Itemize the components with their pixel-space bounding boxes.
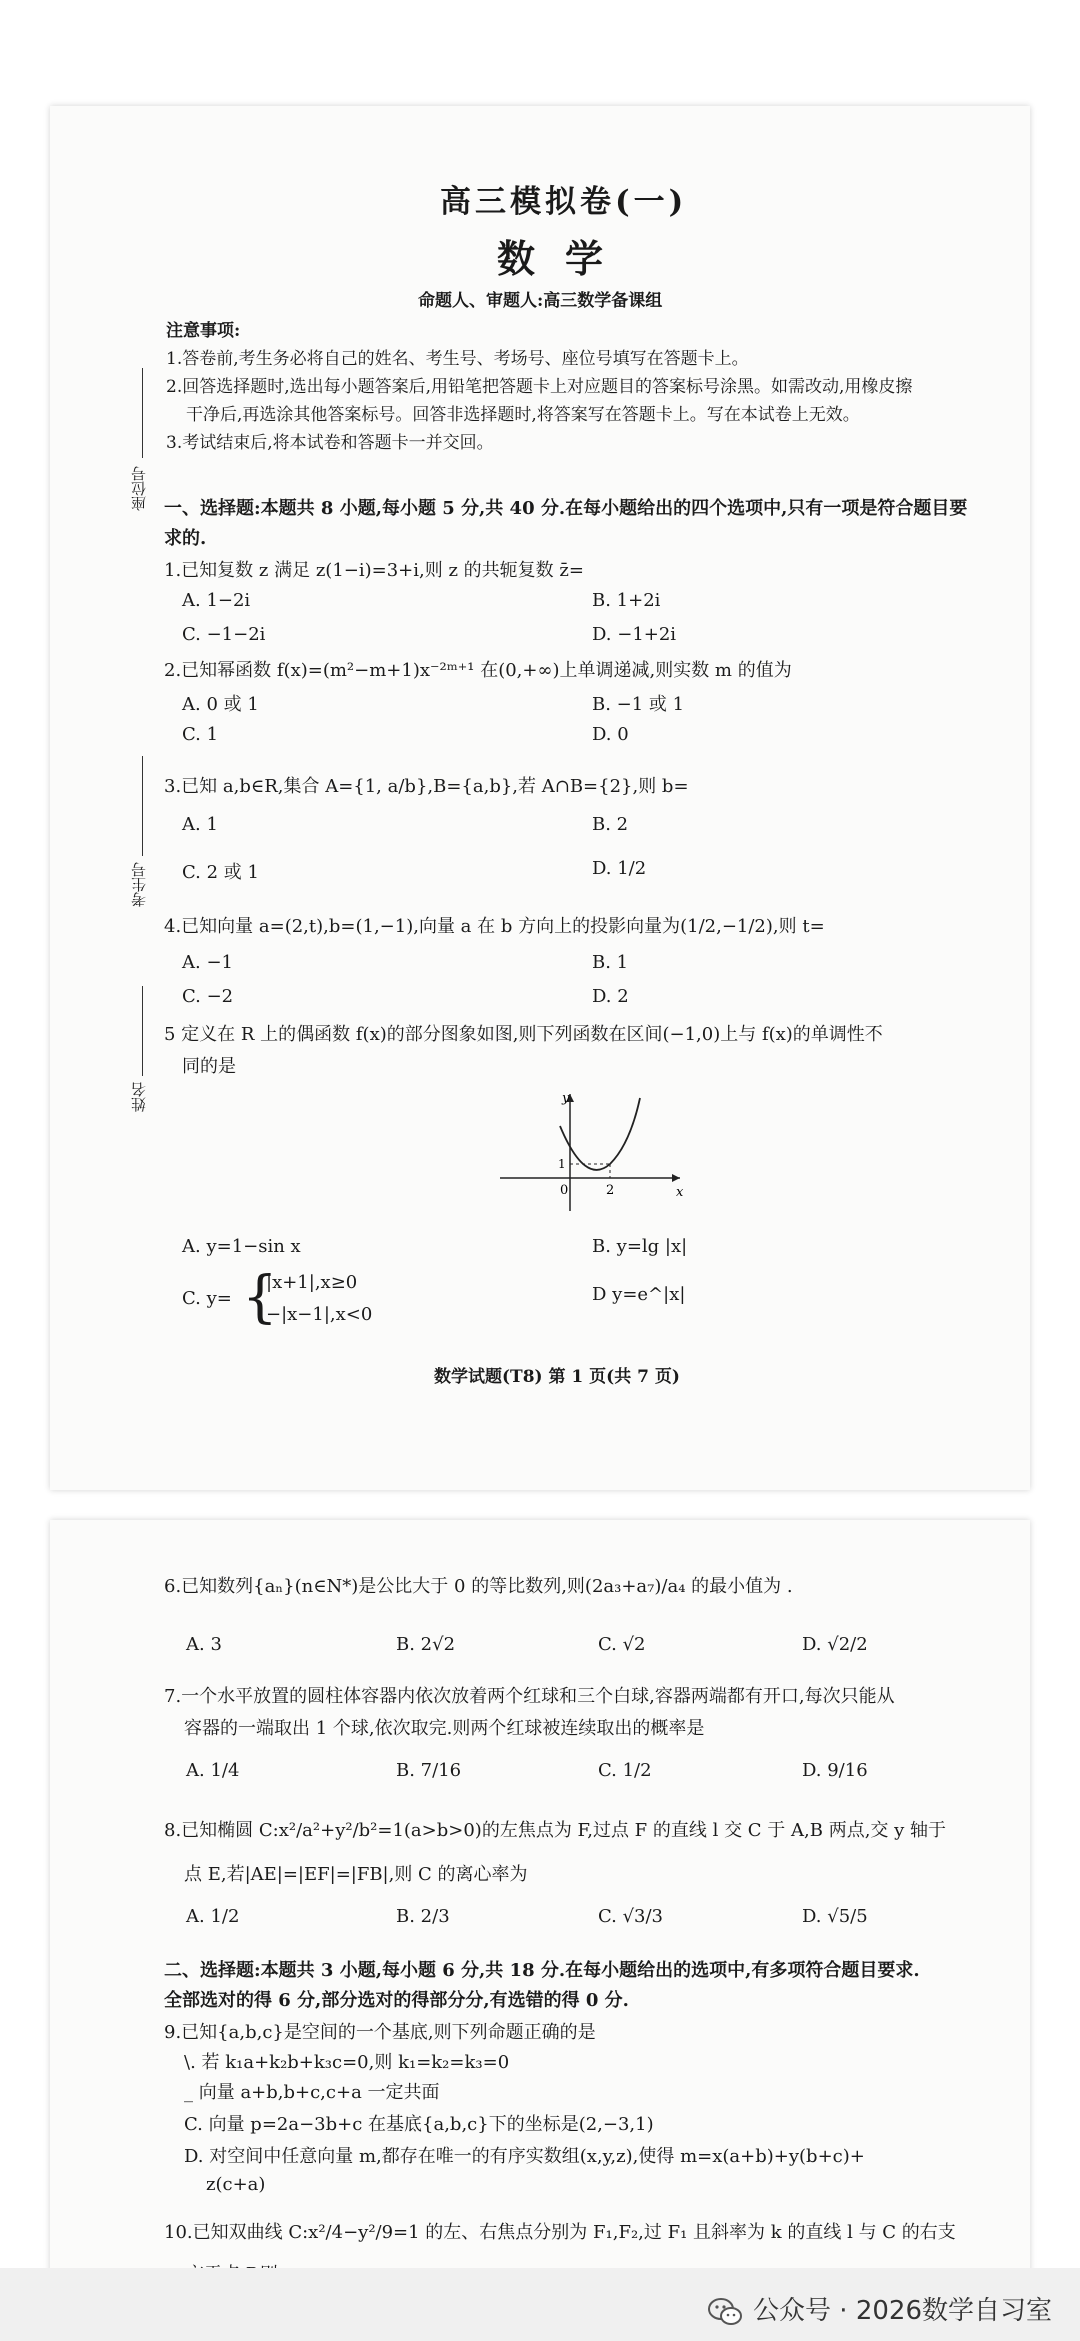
question-1: 1.已知复数 z 满足 z(1−i)=3+i,则 z 的共轭复数 z̄=: [164, 560, 584, 581]
subject-title: 数学: [497, 236, 634, 281]
question-2: 2.已知幂函数 f(x)=(m²−m+1)x⁻²ᵐ⁺¹ 在(0,+∞)上单调递减,则实数 m 的值为: [164, 660, 792, 681]
q5-option-d: D y=e^|x|: [592, 1284, 686, 1305]
q7-option-b: B. 7/16: [396, 1760, 462, 1781]
q3-option-d: D. 1/2: [592, 858, 647, 879]
y-label: y: [562, 1091, 570, 1106]
q3-option-c: C. 2 或 1: [182, 862, 259, 883]
q9-option-b: _ 向量 a+b,b+c,c+a 一定共面: [184, 2082, 440, 2103]
watermark-text: 公众号 · 2026数学自习室: [753, 2296, 1052, 2326]
exam-page-1: [50, 106, 1030, 1490]
q8-option-c: C. √3/3: [598, 1906, 664, 1927]
question-9: 9.已知{a,b,c}是空间的一个基底,则下列命题正确的是: [164, 2022, 596, 2043]
exam-title: 高三模拟卷(一): [440, 184, 688, 220]
section1-heading-a: 一、选择题:本题共 8 小题,每小题 5 分,共 40 分.在每小题给出的四个选项中,只有一项是符合题目要: [164, 498, 968, 519]
authors-line: 命题人、审题人:高三数学备课组: [418, 291, 663, 311]
q2-option-b: B. −1 或 1: [592, 694, 685, 715]
q6-option-b: B. 2√2: [396, 1634, 456, 1655]
q5-option-c-line1: |x+1|,x≥0: [266, 1272, 358, 1293]
q5-option-c-line2: −|x−1|,x<0: [266, 1304, 373, 1325]
question-5b: 同的是: [182, 1056, 236, 1077]
question-3: 3.已知 a,b∈R,集合 A={1, a/b},B={a,b},若 A∩B={2},则 b=: [164, 776, 689, 797]
q9-option-d-2: z(c+a): [206, 2174, 266, 2195]
q2-option-c: C. 1: [182, 724, 219, 745]
seat-number-label: 座位号: [130, 466, 148, 511]
q7-option-a: A. 1/4: [186, 1760, 240, 1781]
page1-footer: 数学试题(T8) 第 1 页(共 7 页): [434, 1367, 680, 1387]
question-8a: 8.已知椭圆 C:x²/a²+y²/b²=1(a>b>0)的左焦点为 F,过点 F 的直线 l 交 C 于 A,B 两点,交 y 轴于: [164, 1820, 947, 1841]
notice-item-3: 3.考试结束后,将本试卷和答题卡一并交回。: [166, 433, 494, 453]
q2-option-d: D. 0: [592, 724, 629, 745]
student-id-label: 考生号: [130, 862, 148, 907]
question-6: 6.已知数列{aₙ}(n∈N*)是公比大于 0 的等比数列,则(2a₃+a₇)/a₄ 的最小值为 .: [164, 1576, 793, 1597]
q9-option-d-1: D. 对空间中任意向量 m,都存在唯一的有序实数组(x,y,z),使得 m=x(a+b)+y(b+c)+: [184, 2146, 865, 2167]
q4-option-d: D. 2: [592, 986, 629, 1007]
q3-option-b: B. 2: [592, 814, 629, 835]
q5-option-c-prefix: C. y=: [182, 1288, 232, 1309]
question-8b: 点 E,若|AE|=|EF|=|FB|,则 C 的离心率为: [184, 1864, 528, 1885]
exam-page-2: [50, 1520, 1030, 2341]
q5-option-c-brace: {: [242, 1265, 278, 1330]
wechat-icon: [707, 2297, 743, 2327]
notice-item-2a: 2.回答选择题时,选出每小题答案后,用铅笔把答题卡上对应题目的答案标号涂黑。如需改动,用橡皮擦: [166, 377, 913, 397]
q1-option-d: D. −1+2i: [592, 624, 677, 645]
q5-option-a: A. y=1−sin x: [182, 1236, 301, 1257]
q5-option-b: B. y=lg |x|: [592, 1236, 688, 1257]
q8-option-a: A. 1/2: [186, 1906, 240, 1927]
q9-option-a: \. 若 k₁a+k₂b+k₃c=0,则 k₁=k₂=k₃=0: [184, 2052, 510, 2073]
seat-line: [142, 368, 143, 458]
q6-option-c: C. √2: [598, 1634, 646, 1655]
section2-heading-b: 全部选对的得 6 分,部分选对的得部分分,有选错的得 0 分.: [164, 1990, 629, 2011]
question-5a: 5 定义在 R 上的偶函数 f(x)的部分图象如图,则下列函数在区间(−1,0)上与 f(x)的单调性不: [164, 1024, 883, 1045]
section2-heading-a: 二、选择题:本题共 3 小题,每小题 6 分,共 18 分.在每小题给出的选项中,有多项符合题目要求.: [164, 1960, 920, 1981]
q6-option-d: D. √2/2: [802, 1634, 868, 1655]
wechat-watermark: [707, 2290, 1052, 2327]
function-graph: [490, 1086, 690, 1216]
question-10a: 10.已知双曲线 C:x²/4−y²/9=1 的左、右焦点分别为 F₁,F₂,过 F₁ 且斜率为 k 的直线 l 与 C 的右支: [164, 2222, 956, 2243]
tick-1-label: 1: [558, 1157, 566, 1171]
question-4: 4.已知向量 a=(2,t),b=(1,−1),向量 a 在 b 方向上的投影向量为(1/2,−1/2),则 t=: [164, 916, 825, 937]
q7-option-c: C. 1/2: [598, 1760, 652, 1781]
notice-heading: 注意事项:: [166, 321, 241, 341]
name-label: 姓名: [130, 1082, 148, 1112]
notice-item-2b: 干净后,再选涂其他答案标号。回答非选择题时,将答案写在答题卡上。写在本试卷上无效。: [186, 405, 860, 425]
q3-option-a: A. 1: [182, 814, 218, 835]
q1-option-c: C. −1−2i: [182, 624, 266, 645]
q8-option-b: B. 2/3: [396, 1906, 450, 1927]
q9-option-c: C. 向量 p=2a−3b+c 在基底{a,b,c}下的坐标是(2,−3,1): [184, 2114, 654, 2135]
student-id-line: [142, 756, 143, 856]
question-7b: 容器的一端取出 1 个球,依次取完.则两个红球被连续取出的概率是: [184, 1718, 705, 1739]
x-axis-arrow: [672, 1174, 680, 1182]
section1-heading-b: 求的.: [164, 528, 207, 549]
curve: [560, 1098, 640, 1170]
q2-option-a: A. 0 或 1: [182, 694, 259, 715]
q8-option-d: D. √5/5: [802, 1906, 868, 1927]
question-7a: 7.一个水平放置的圆柱体容器内依次放着两个红球和三个白球,容器两端都有开口,每次只能从: [164, 1686, 895, 1707]
origin-label: 0: [560, 1183, 569, 1198]
q1-option-b: B. 1+2i: [592, 590, 661, 611]
q7-option-d: D. 9/16: [802, 1760, 868, 1781]
x-label: x: [676, 1185, 684, 1200]
q4-option-b: B. 1: [592, 952, 629, 973]
q1-option-a: A. 1−2i: [182, 590, 251, 611]
q4-option-a: A. −1: [182, 952, 233, 973]
name-line: [142, 986, 143, 1076]
q6-option-a: A. 3: [186, 1634, 222, 1655]
notice-item-1: 1.答卷前,考生务必将自己的姓名、考生号、考场号、座位号填写在答题卡上。: [166, 349, 749, 369]
tick-2-label: 2: [606, 1183, 615, 1198]
q4-option-c: C. −2: [182, 986, 234, 1007]
